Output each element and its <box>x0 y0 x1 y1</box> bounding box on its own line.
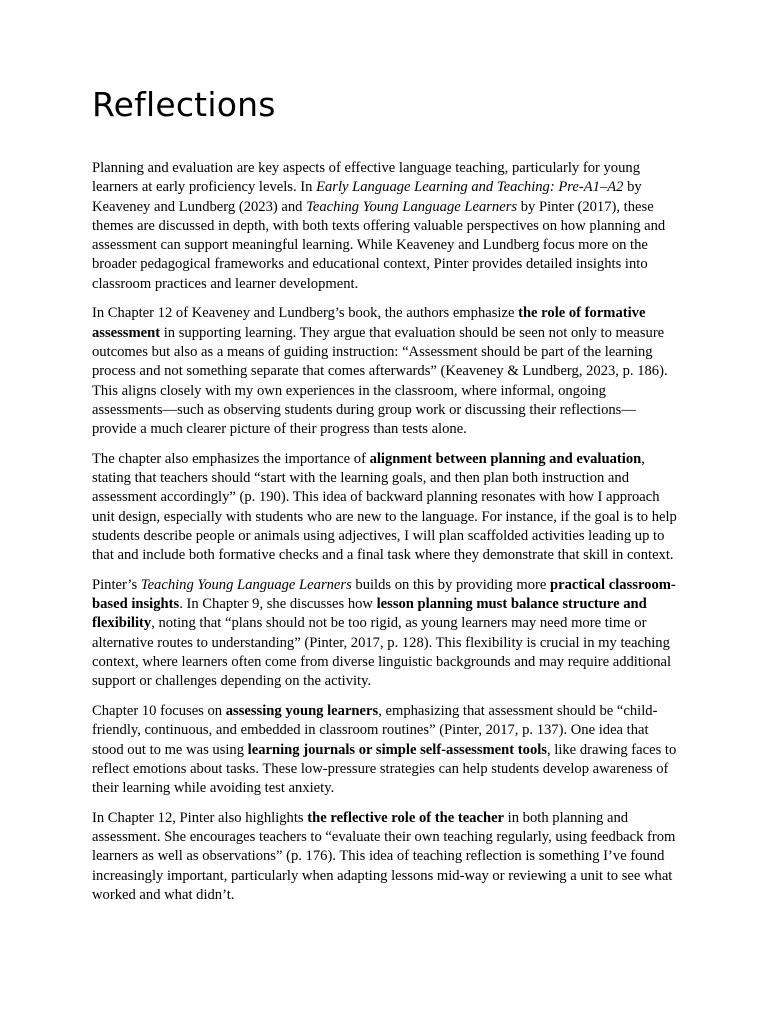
bold-phrase: practical classroom-based insights <box>92 576 676 613</box>
bold-phrase: lesson planning must balance structure and flexibility <box>92 596 647 632</box>
document-page <box>92 84 680 915</box>
text-run: Pinter’s <box>92 576 141 593</box>
text-run: In Chapter 12, Pinter also highlights <box>92 809 308 826</box>
bold-phrase: learning journals or simple self-assessment tools <box>247 741 547 758</box>
text-run: Chapter 10 focuses on <box>92 702 226 719</box>
page-title: Reflections <box>92 85 276 124</box>
text-run: builds on this by providing more <box>351 576 550 593</box>
paragraph-assessing-learners <box>92 702 680 798</box>
paragraph-intro <box>92 159 680 294</box>
bold-phrase: the role of formative assessment <box>92 305 646 341</box>
text-run: , like drawing faces to reflect emotions about tasks. These low-pressure strategies can help students develop awareness of their learning while avoiding test anxiety. <box>92 741 677 797</box>
text-run: by Keaveney and Lundberg (2023) and <box>92 179 642 215</box>
book-title-italic: Early Language Learning and Teaching: Pre-A1–A2 <box>316 179 624 196</box>
paragraph-alignment <box>92 450 680 566</box>
text-run: , noting that “plans should not be too rigid, as young learners may need more time or alternative routes to understanding” (Pinter, 2017, p. 128). This flexibility is crucial in my teaching context, where learners often come from diverse linguistic backgrounds and may require additional support or challenges depending on the activity. <box>92 615 672 690</box>
text-run: , stating that teachers should “start with the learning goals, and then plan both instruction and assessment accordingly” (p. 190). This idea of backward planning resonates with how I approach unit design, especially with students who are new to the language. For instance, if the goal is to help students describe people or animals using adjectives, I will plan scaffolded activities leading up to that and include both formative checks and a final task where they demonstrate that skill in context. <box>92 450 677 564</box>
text-run: The chapter also emphasizes the importance of <box>92 450 370 467</box>
paragraph-formative-assessment <box>92 304 680 439</box>
paragraph-reflective-teacher <box>92 809 680 905</box>
bold-phrase: alignment between planning and evaluation <box>369 450 642 467</box>
bold-phrase: assessing young learners <box>225 702 379 719</box>
book-title-italic: Teaching Young Language Learners <box>140 576 352 593</box>
text-run: in both planning and assessment. She encourages teachers to “evaluate their own teaching regularly, using feedback from learners as well as observations” (p. 176). This idea of teaching reflection is something I’ve found increasingly important, particularly when adapting lessons mid-way or reviewing a unit to see what worked and what didn’t. <box>92 809 676 903</box>
text-run: in supporting learning. They argue that evaluation should be seen not only to measure outcomes but also as a means of guiding instruction: “Assessment should be part of the learning process and not something separate that comes afterwards” (Keaveney & Lundberg, 2023, p. 186). This aligns closely with my own experiences in the classroom, where informal, ongoing assessments—such as observing students during group work or discussing their reflections—provide a much clearer picture of their progress than tests alone. <box>92 324 668 438</box>
book-title-italic: Teaching Young Language Learners <box>306 198 518 215</box>
paragraph-pinter-planning <box>92 576 680 692</box>
text-run: by Pinter (2017), these themes are discussed in depth, with both texts offering valuable perspectives on how planning and assessment can support meaningful learning. While Keaveney and Lundberg focus more on the broader pedagogical frameworks and educational context, Pinter provides detailed insights into classroom practices and learner development. <box>92 198 666 292</box>
text-run: . In Chapter 9, she discusses how <box>179 596 377 613</box>
bold-phrase: the reflective role of the teacher <box>307 809 505 826</box>
text-run: , emphasizing that assessment should be “child-friendly, continuous, and embedded in classroom routines” (Pinter, 2017, p. 137). One idea that stood out to me was using <box>92 702 658 758</box>
text-run: In Chapter 12 of Keaveney and Lundberg’s book, the authors emphasize <box>92 305 519 322</box>
text-run: Planning and evaluation are key aspects of effective language teaching, particularly for young learners at early proficiency levels. In <box>92 160 640 196</box>
